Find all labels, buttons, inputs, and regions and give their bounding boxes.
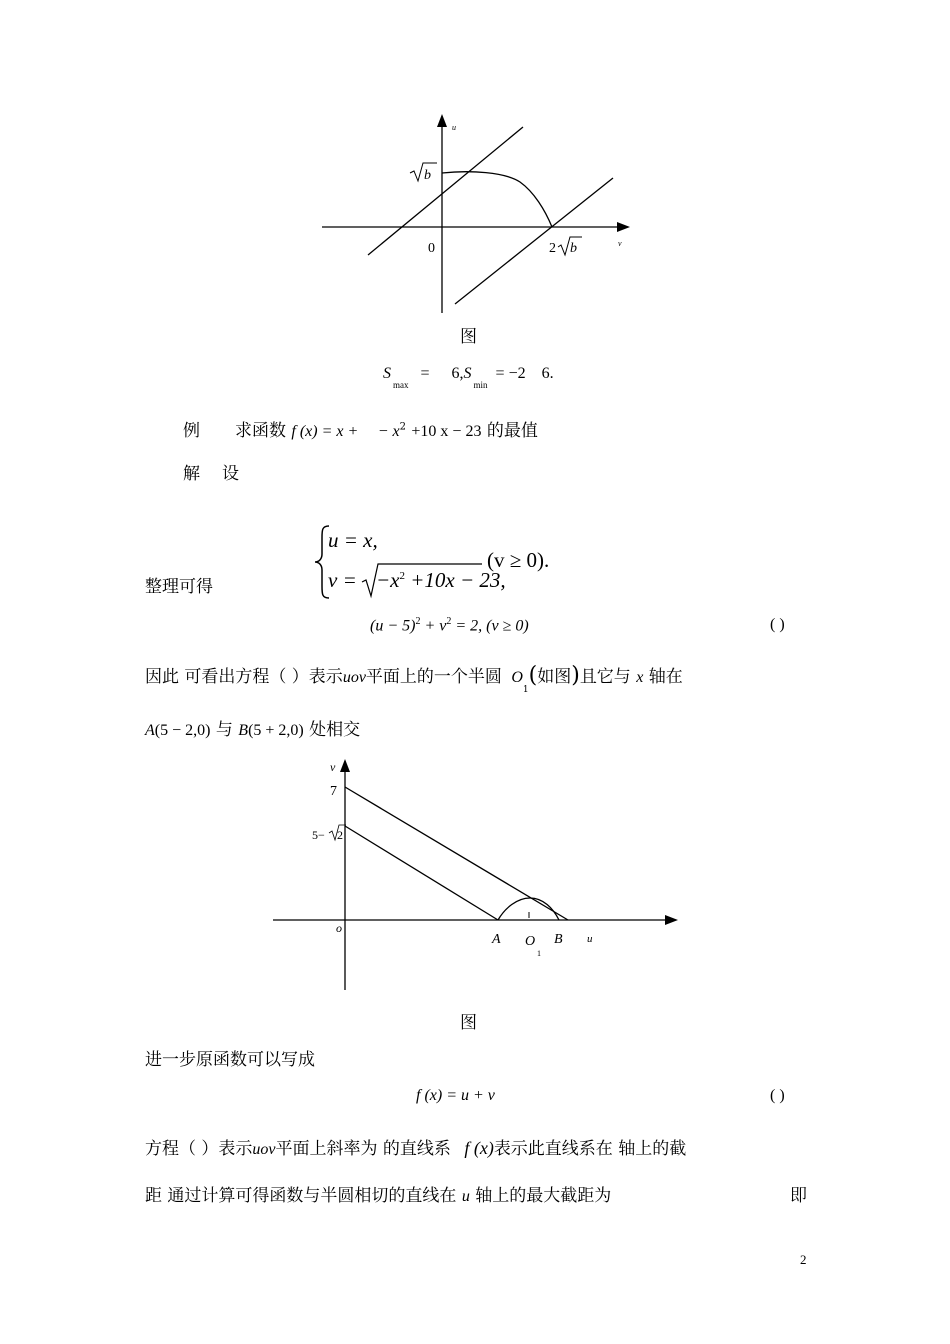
para5-text-2: 轴上的最大截距为	[475, 1186, 612, 1206]
page-number: 2	[800, 1252, 807, 1267]
para1-uov: uov	[342, 669, 366, 686]
fig1-sqrt-b: b	[424, 168, 431, 183]
para1-O-subscript: 1	[522, 685, 529, 695]
paragraph-3: 进一步原函数可以写成	[145, 1050, 315, 1070]
fig2-label-A: A	[492, 932, 501, 947]
example-rest: +10 x − 23	[411, 423, 482, 440]
fig2-lower-line	[345, 826, 498, 920]
example-text: 求函数	[235, 421, 286, 441]
para2-end: 处相交	[309, 720, 361, 740]
fig2-origin: o	[336, 921, 342, 935]
formula-fx-u-v: f (x) = u + v	[416, 1087, 495, 1104]
para1-text-3: 如图	[537, 667, 572, 687]
circle-eq-sq-1: 2	[415, 616, 421, 627]
fig2-label-O: O	[525, 934, 536, 949]
figure-1-caption: 图	[460, 327, 477, 347]
fig1-lower-line	[455, 178, 613, 304]
fig1-two-sqrt-b: b	[570, 241, 577, 256]
formula-s-max-min	[383, 365, 554, 390]
fig2-u-label: u	[587, 933, 593, 945]
para5-end: 即	[790, 1186, 807, 1206]
system-prefix: 整理可得	[145, 577, 213, 597]
six-2: 6.	[541, 365, 554, 382]
fig1-v-axis-arrow	[617, 222, 630, 232]
paragraph-2	[145, 715, 360, 740]
fig1-two: 2	[549, 241, 556, 256]
paragraph-5	[145, 1181, 611, 1206]
system-v-eq: v =	[328, 568, 357, 592]
example-fx: f (x) = x +	[291, 423, 359, 440]
para5-text-1: 距 通过计算可得函数与半圆相切的直线在	[145, 1186, 457, 1206]
circle-eq-sq-2: 2	[446, 616, 452, 627]
para5-u: u	[461, 1188, 470, 1205]
fig2-label-O-sub: 1	[537, 949, 541, 958]
para4-uov: uov	[252, 1141, 276, 1158]
example-line	[235, 416, 538, 441]
fig2-label-B: B	[554, 932, 563, 947]
para2-B: B	[238, 722, 249, 739]
para2-with: 与	[215, 720, 233, 740]
figure-1-graph	[300, 110, 640, 320]
fig1-u-axis-arrow	[437, 114, 447, 127]
circle-eq-part-2: + v	[424, 617, 447, 635]
para4-text-2: 平面上斜率为 的直线系	[275, 1139, 451, 1159]
para2-a-coord: (5 − 2,0)	[154, 722, 211, 739]
s-symbol-1: S	[383, 365, 391, 382]
s-symbol-2: S	[463, 365, 472, 382]
para1-rparen: )	[571, 663, 580, 688]
para1-text-5: 轴在	[648, 667, 683, 687]
para1-O: O	[511, 669, 523, 686]
fig2-v-label: v	[330, 760, 336, 774]
example-minus-x: − x	[377, 423, 400, 440]
fig2-u-axis-arrow	[665, 915, 678, 925]
example-label: 例	[183, 421, 200, 441]
system-root-x: −x	[376, 568, 400, 592]
fig1-upper-line	[368, 127, 523, 255]
system-sqrt-symbol	[360, 560, 490, 600]
para4-fx: f (x)	[464, 1138, 494, 1158]
fig2-five-minus: 5−	[312, 828, 325, 842]
six-1: 6,	[451, 365, 464, 382]
fig1-v-label: v	[618, 239, 622, 248]
circle-eq-part-3: = 2, (v ≥ 0)	[455, 617, 529, 635]
max-subscript: max	[393, 380, 409, 390]
para4-text-1: 方程（ ）表示	[145, 1139, 253, 1159]
para4-text-3: 表示此直线系在 轴上的截	[493, 1139, 687, 1159]
para1-text-2: 平面上的一个半圆	[365, 667, 502, 687]
solution-set: 设	[222, 464, 239, 484]
figure-2-graph	[265, 755, 685, 995]
system-root-rest: +10x − 23,	[410, 568, 506, 592]
system-line-1: u = x,	[328, 528, 378, 552]
equals-1: =	[420, 365, 430, 382]
formula-2-number: ( )	[770, 1087, 785, 1104]
para1-text-1: 因此 可看出方程（ ）表示	[145, 667, 343, 687]
para1-text-4: 且它与	[579, 667, 631, 687]
equals-2: = −2	[495, 365, 526, 382]
fig2-seven: 7	[330, 784, 337, 799]
system-root-square: 2	[399, 570, 405, 582]
para2-b-coord: (5 + 2,0)	[248, 722, 304, 739]
fig2-v-axis-arrow	[340, 759, 350, 772]
example-square: 2	[399, 421, 406, 433]
para2-A: A	[145, 722, 155, 739]
fig1-origin-label: 0	[428, 241, 435, 256]
circle-eq-part-1: (u − 5)	[370, 617, 416, 635]
min-subscript: min	[473, 380, 488, 390]
system-condition: (v ≥ 0).	[487, 548, 550, 572]
paragraph-1	[145, 662, 683, 695]
figure-2-caption: 图	[460, 1013, 477, 1033]
circle-equation	[370, 616, 529, 635]
example-end: 的最值	[486, 421, 538, 441]
para1-x: x	[636, 669, 644, 686]
para1-lparen: (	[528, 663, 538, 688]
paragraph-4	[145, 1134, 686, 1159]
solution-label: 解	[183, 464, 200, 484]
fig2-upper-line	[345, 787, 568, 920]
fig2-root-two: 2	[337, 828, 343, 842]
fig1-u-label: u	[452, 123, 456, 132]
circle-eq-number: ( )	[770, 616, 785, 633]
